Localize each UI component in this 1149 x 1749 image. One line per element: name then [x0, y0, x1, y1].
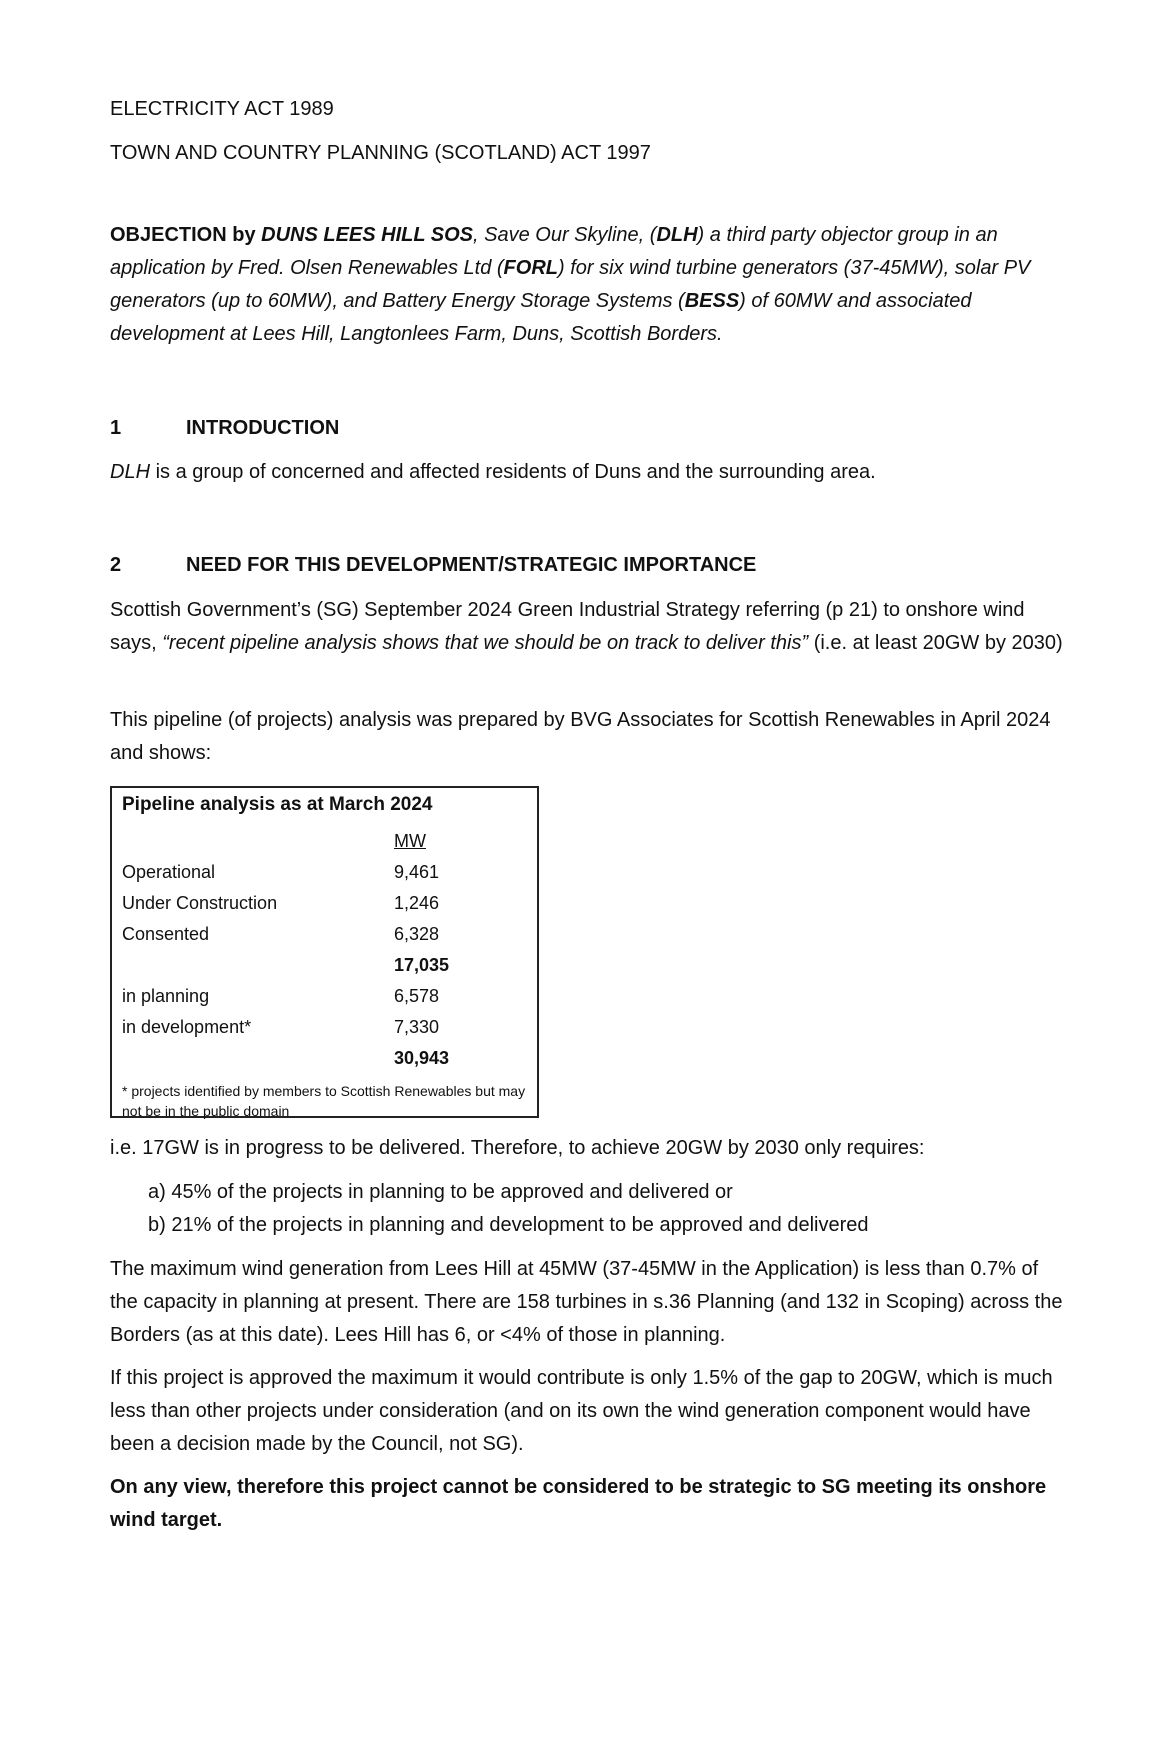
strategy-quote: “recent pipeline analysis shows that we should be on track to deliver this”: [162, 632, 809, 654]
table-row-label: Consented: [122, 924, 210, 944]
table-row-label: Under Construction: [122, 893, 278, 913]
table-row-value: 6,328: [394, 924, 440, 944]
objection-text-3: ) for six wind turbine generators (37-45MW), solar PV generators (up to 60MW), and Battery Energy Storage Systems (: [110, 257, 1031, 312]
table-row-value: 6,578: [394, 986, 440, 1006]
objection-lead: OBJECTION by: [110, 224, 262, 246]
strategy-text: Scottish Government’s (SG) September 2024 Green Industrial Strategy referring (p 21) to onshore wind says,: [110, 599, 1025, 654]
table-subtotal-value: 17,035: [394, 955, 450, 975]
introduction-paragraph: [110, 456, 1065, 489]
objection-text-2: ) a third party objector group in an application by Fred. Olsen Renewables Ltd (: [110, 224, 998, 279]
abbr-dlh: DLH: [656, 224, 698, 246]
section-title: INTRODUCTION: [186, 417, 340, 439]
abbr-bess: BESS: [684, 290, 740, 312]
conclusion-paragraph: On any view, therefore this project cannot be considered to be strategic to SG meeting its onshore wind target.: [110, 1476, 1047, 1531]
objection-paragraph: [110, 219, 1065, 351]
pipeline-table-title: Pipeline analysis as at March 2024: [122, 794, 433, 815]
table-row-value: 9,461: [394, 862, 440, 882]
table-row-value: 1,246: [394, 893, 440, 913]
pipeline-table-unit: MW: [394, 831, 426, 851]
group-name: DUNS LEES HILL SOS: [261, 224, 474, 246]
section-title: NEED FOR THIS DEVELOPMENT/STRATEGIC IMPORTANCE: [186, 554, 757, 576]
section-2-heading: [110, 549, 756, 582]
section-1-heading: [110, 412, 339, 445]
table-row-label: in planning: [122, 986, 210, 1006]
table-row-value: 7,330: [394, 1017, 440, 1037]
pipeline-table-footnote: * projects identified by members to Scottish Renewables but may not be in the public domain: [122, 1083, 526, 1119]
act-title-planning: TOWN AND COUNTRY PLANNING (SCOTLAND) ACT 1997: [110, 142, 651, 164]
capacity-paragraph: The maximum wind generation from Lees Hill at 45MW (37-45MW in the Application) is less than 0.7% of the capacity in planning at present. There are 158 turbines in s.36 Planning (and 132 in Scoping) across the Borders (as at this date). Lees Hill has 6, or <4% of those in planning.: [110, 1258, 1063, 1346]
abbr-forl: FORL: [503, 257, 558, 279]
table-row-label: in development*: [122, 1017, 252, 1037]
list-item: a) 45% of the projects in planning to be approved and delivered or: [148, 1181, 733, 1203]
objection-text-1: , Save Our Skyline, (: [473, 224, 657, 246]
strategy-paragraph: [110, 594, 1065, 660]
pipeline-intro-paragraph: This pipeline (of projects) analysis was prepared by BVG Associates for Scottish Renewables in April 2024 and shows:: [110, 709, 1051, 764]
progress-paragraph: i.e. 17GW is in progress to be delivered. Therefore, to achieve 20GW by 2030 only requires:: [110, 1137, 925, 1159]
introduction-text: is a group of concerned and affected residents of Duns and the surrounding area.: [150, 461, 876, 483]
strategy-text-end: (i.e. at least 20GW by 2030): [808, 632, 1063, 654]
table-total-value: 30,943: [394, 1048, 450, 1068]
objection-text-4: ) of 60MW and associated development at Lees Hill, Langtonlees Farm, Duns, Scottish Borders.: [110, 290, 972, 345]
list-item: b) 21% of the projects in planning and development to be approved and delivered: [148, 1214, 869, 1236]
section-number: 2: [110, 554, 122, 576]
table-row-label: Operational: [122, 862, 216, 882]
abbr-dlh: DLH: [110, 461, 151, 483]
pipeline-table: [110, 786, 539, 1118]
act-title-electricity: ELECTRICITY ACT 1989: [110, 98, 334, 120]
section-number: 1: [110, 417, 122, 439]
contribution-paragraph: If this project is approved the maximum it would contribute is only 1.5% of the gap to 20GW, which is much less than other projects under consideration (and on its own the wind generation component would have been a decision made by the Council, not SG).: [110, 1367, 1053, 1455]
